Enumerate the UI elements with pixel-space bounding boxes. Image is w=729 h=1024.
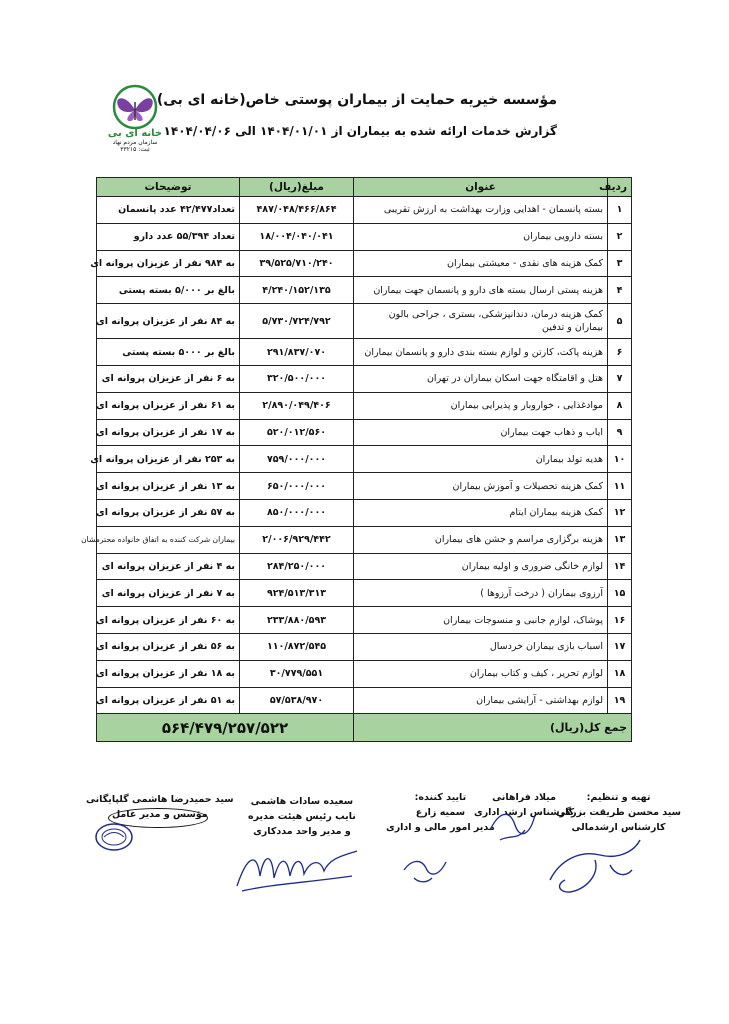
row-title: لوازم بهداشتی - آرایشی بیماران [354,687,608,714]
row-title: لوازم تحریر ، کیف و کتاب بیماران [354,660,608,687]
row-number: ۱ [608,197,632,224]
blue-stamp-icon [94,822,134,852]
row-title: کمک هزینه تحصیلات و آموزش بیماران [354,473,608,500]
col-header-amount: مبلغ(ریال) [240,178,354,197]
row-desc: به ۷ نفر از عزیزان پروانه ای [97,580,240,607]
table-row [97,223,632,250]
row-desc: به ۱۷ نفر از عزیزان پروانه ای [97,419,240,446]
row-title: موادغذایی ، خواروبار و پذیرایی بیماران [354,392,608,419]
logo-license: ثبت: ۳۳۲۱۵ [120,146,150,153]
row-amount: ۷۵۹/۰۰۰/۰۰۰ [240,446,354,473]
row-number: ۱۲ [608,499,632,526]
row-title: بسته دارویی بیماران [354,223,608,250]
row-title: بسته پانسمان - اهدایی وزارت بهداشت به ارزش تقریبی [354,197,608,224]
logo-org: سازمان مردم نهاد [112,139,158,146]
signature-block-hashemi [248,794,356,839]
signature-tariqat-icon [540,820,650,900]
table-row [97,553,632,580]
milad-name: میلاد فراهانی [492,792,557,803]
row-number: ۱۱ [608,473,632,500]
logo-brand: خانه ای بی [107,128,163,139]
row-amount: ۳۲۰/۵۰۰/۰۰۰ [240,365,354,392]
row-title: هزینه برگزاری مراسم و جشن های بیماران [354,526,608,553]
row-amount: ۹۲۴/۵۱۳/۳۱۳ [240,580,354,607]
row-amount: ۵/۷۳۰/۷۲۴/۷۹۲ [240,304,354,339]
page-title: مؤسسه خیریه حمایت از بیماران پوستی خاص(خانه ای بی) [156,92,557,108]
logo-caption [100,128,170,153]
row-desc: به ۸۴ نفر از عزیزان پروانه ای [97,304,240,339]
row-desc: به ۵۱ نفر از عزیزان پروانه ای [97,687,240,714]
milad-role: کارشناس ارشد اداری [474,807,575,818]
row-title: کمک هزینه بیماران ایتام [354,499,608,526]
approval-heading: تایید کننده: [414,792,467,803]
row-title: هزینه پاکت، کارتن و لوازم بسته بندی دارو و پانسمان بیماران [354,339,608,366]
table-row [97,473,632,500]
row-number: ۳ [608,250,632,277]
row-number: ۱۷ [608,633,632,660]
table-row [97,526,632,553]
total-row [97,714,632,742]
signature-farahani-icon [480,800,540,850]
row-number: ۹ [608,419,632,446]
row-number: ۱۴ [608,553,632,580]
col-header-desc: توضیحات [97,178,240,197]
row-desc: بالغ بر ۵۰۰۰ بسته پستی [97,339,240,366]
row-number: ۶ [608,339,632,366]
row-number: ۱۸ [608,660,632,687]
signature-hashemi-icon [232,836,362,896]
row-desc: به ۱۳ نفر از عزیزان پروانه ای [97,473,240,500]
row-number: ۱۰ [608,446,632,473]
total-label: جمع کل(ریال) [354,714,632,742]
prepared-heading: تهیه و تنظیم: [586,792,651,803]
row-number: ۴ [608,277,632,304]
signature-zare-icon [396,840,456,890]
row-number: ۷ [608,365,632,392]
row-desc: به ۱۸ نفر از عزیزان پروانه ای [97,660,240,687]
row-amount: ۴/۲۴۰/۱۵۲/۱۳۵ [240,277,354,304]
row-amount: ۲۸۴/۲۵۰/۰۰۰ [240,553,354,580]
row-amount: ۱۸/۰۰۴/۰۴۰/۰۴۱ [240,223,354,250]
table-row [97,250,632,277]
table-row [97,365,632,392]
row-amount: ۳۰/۷۷۹/۵۵۱ [240,660,354,687]
row-number: ۱۳ [608,526,632,553]
signature-block-approval [386,790,495,835]
table-row [97,392,632,419]
table-row [97,277,632,304]
row-desc: به ۹۸۴ نفر از عزیزان پروانه ای [97,250,240,277]
row-desc: به ۵۷ نفر از عزیزان پروانه ای [97,499,240,526]
row-amount: ۲۹۱/۸۳۷/۰۷۰ [240,339,354,366]
row-title: هتل و اقامتگاه جهت اسکان بیماران در تهران [354,365,608,392]
table-row [97,304,632,339]
table-row [97,197,632,224]
row-desc: به ۶۰ نفر از عزیزان پروانه ای [97,607,240,634]
page-subtitle: گزارش خدمات ارائه شده به بیماران از ۱۴۰۴/۰۱/۰۱ الی ۱۴۰۴/۰۴/۰۶ [163,124,557,138]
col-header-no: ردیف [608,178,632,197]
col-header-title: عنوان [354,178,608,197]
table-row [97,607,632,634]
row-desc: به ۵۶ نفر از عزیزان پروانه ای [97,633,240,660]
row-title: پوشاک، لوازم جانبی و منسوجات بیماران [354,607,608,634]
table-row [97,633,632,660]
hashemi-role2: و مدیر واحد مددکاری [253,826,351,837]
hashemi-name: سعیده سادات هاشمی [250,796,354,807]
row-number: ۸ [608,392,632,419]
row-amount: ۵۲۰/۰۱۲/۵۶۰ [240,419,354,446]
table-row [97,660,632,687]
row-title: کمک هزینه های نقدی - معیشتی بیماران [354,250,608,277]
prepared-role: کارشناس ارشدمالی [571,822,666,833]
row-title: لوازم خانگی ضروری و اولیه بیماران [354,553,608,580]
row-desc: تعداد۴۲/۴۷۷ عدد پانسمان [97,197,240,224]
row-title: ایاب و ذهاب جهت بیماران [354,419,608,446]
row-title: اسباب بازی بیماران خردسال [354,633,608,660]
table-row [97,580,632,607]
row-amount: ۶۵۰/۰۰۰/۰۰۰ [240,473,354,500]
table-row [97,446,632,473]
row-desc: بیماران شرکت کننده به اتفاق خانواده محترمشان [97,526,240,553]
total-value: ۵۶۴/۴۷۹/۲۵۷/۵۲۲ [97,714,354,742]
row-title: آرزوی بیماران ( درخت آرزوها ) [354,580,608,607]
row-amount: ۵۷/۵۳۸/۹۷۰ [240,687,354,714]
row-number: ۱۵ [608,580,632,607]
row-amount: ۸۵۰/۰۰۰/۰۰۰ [240,499,354,526]
row-amount: ۳۹/۵۲۵/۷۱۰/۲۴۰ [240,250,354,277]
row-number: ۲ [608,223,632,250]
row-amount: ۲۳۳/۸۸۰/۵۹۳ [240,607,354,634]
row-desc: به ۶ نفر از عزیزان پروانه ای [97,365,240,392]
row-title: هدیه تولد بیماران [354,446,608,473]
row-title: هزینه پستی ارسال بسته های دارو و پانسمان جهت بیماران [354,277,608,304]
table-row [97,419,632,446]
prepared-name: سید محسن طریقت بزرگی [556,807,681,818]
table-row [97,339,632,366]
row-number: ۱۹ [608,687,632,714]
row-desc: بالغ بر ۵/۰۰۰ بسته پستی [97,277,240,304]
services-table [81,177,632,742]
row-number: ۱۶ [608,607,632,634]
table-row [97,499,632,526]
row-amount: ۲/۰۰۶/۹۲۹/۴۴۲ [240,526,354,553]
row-amount: ۲/۸۹۰/۰۴۹/۴۰۶ [240,392,354,419]
row-desc: به ۲۵۳ نفر از عزیزان پروانه ای [97,446,240,473]
ceo-role: مؤسس و مدیر عامل [111,809,208,820]
table-header-row [97,178,632,197]
approval-name: سمیه زارع [415,807,466,818]
row-desc: به ۴ نفر از عزیزان پروانه ای [97,553,240,580]
table-row [97,687,632,714]
ceo-name: سید حمیدرضا هاشمی گلپایگانی [86,794,234,805]
row-amount: ۴۸۷/۰۴۸/۴۶۶/۸۶۴ [240,197,354,224]
row-amount: ۱۱۰/۸۷۲/۵۴۵ [240,633,354,660]
hashemi-role1: نایب رئیس هیئت مدیره [248,811,356,822]
row-desc: تعداد ۵۵/۳۹۴ عدد دارو [97,223,240,250]
row-desc: به ۶۱ نفر از عزیزان پروانه ای [97,392,240,419]
approval-role: مدیر امور مالی و اداری [386,822,495,833]
row-title: کمک هزینه درمان، دندانپزشکی، بستری ، جراحی بالون بیماران و تدفین [354,304,608,339]
row-number: ۵ [608,304,632,339]
